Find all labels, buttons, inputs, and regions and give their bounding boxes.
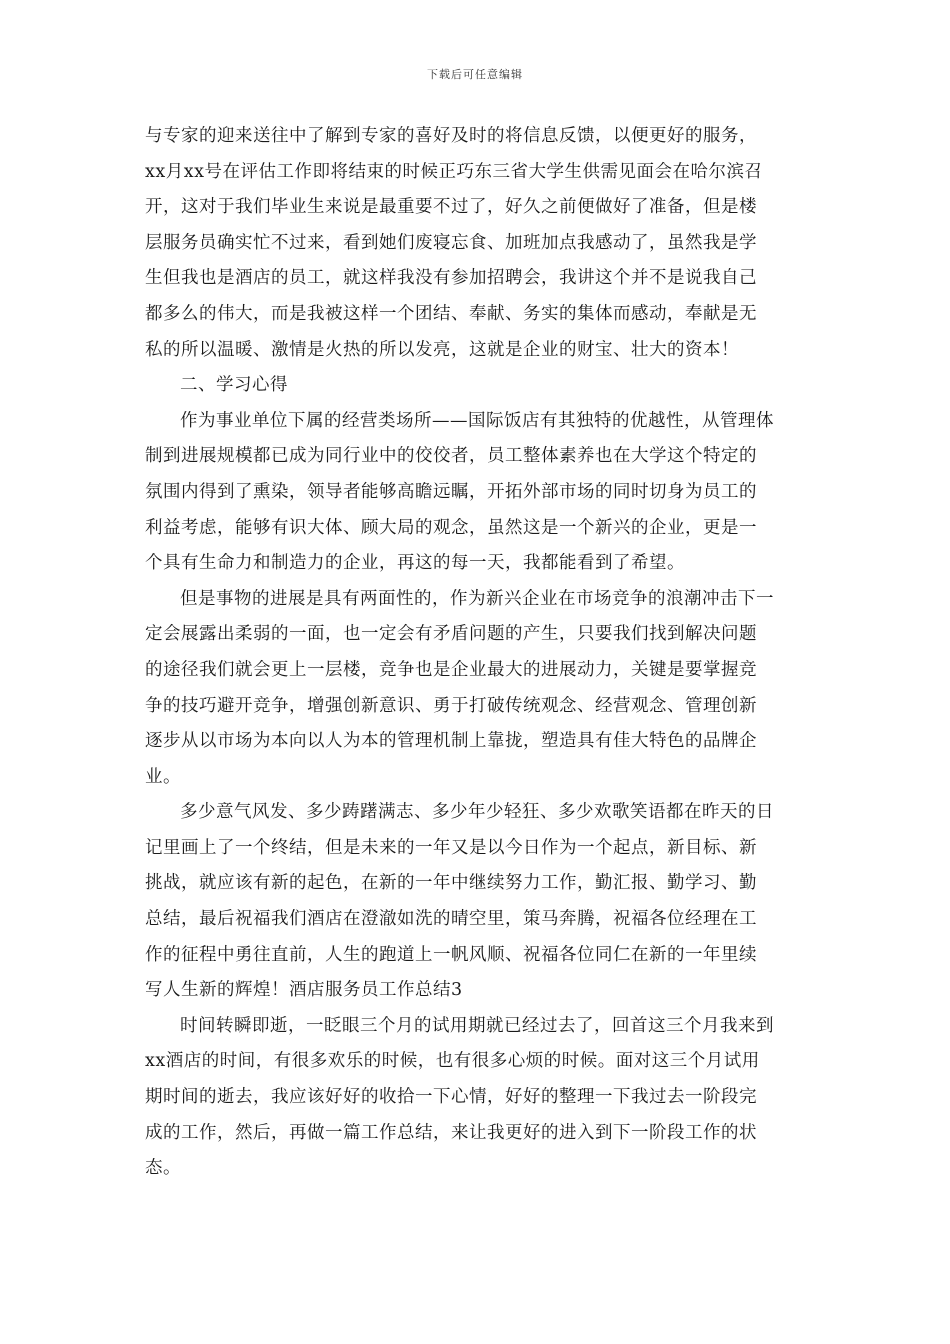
text-line: 利益考虑，能够有识大体、顾大局的观念，虽然这是一个新兴的企业，更是一 (145, 517, 757, 538)
paragraph (145, 404, 807, 582)
text-line: 开，这对于我们毕业生来说是最重要不过了，好久之前便做好了准备，但是楼 (145, 197, 757, 218)
text-line: 生但我也是酒店的员工，就这样我没有参加招聘会，我讲这个并不是说我自己 (145, 268, 757, 289)
text-line: 挑战，就应该有新的起色，在新的一年中继续努力工作，勤汇报、勤学习、勤 (145, 873, 757, 894)
text-line: 都多么的伟大，而是我被这样一个团结、奉献、务实的集体而感动，奉献是无 (145, 303, 757, 324)
text-line: xx月xx号在评估工作即将结束的时候正巧东三省大学生供需见面会在哈尔滨召 (145, 161, 763, 182)
text-line: 作为事业单位下属的经营类场所——国际饭店有其独特的优越性，从管理体 (180, 410, 774, 431)
text-line: 记里画上了一个终结，但是未来的一年又是以今日作为一个起点，新目标、新 (145, 837, 757, 858)
text-line: 多少意气风发、多少踌躇满志、多少年少轻狂、多少欢歌笑语都在昨天的日 (180, 802, 774, 823)
text-line: 私的所以温暖、激情是火热的所以发亮，这就是企业的财宝、壮大的资本！ (145, 339, 739, 360)
text-line: 期时间的逝去，我应该好好的收拾一下心情，好好的整理一下我过去一阶段完 (145, 1087, 757, 1108)
text-line: 态。 (145, 1158, 181, 1179)
document-body (145, 119, 807, 1187)
text-line: 争的技巧避开竞争，增强创新意识、勇于打破传统观念、经营观念、管理创新 (145, 695, 757, 716)
paragraph (145, 582, 807, 796)
text-line: 总结，最后祝福我们酒店在澄澈如洗的晴空里，策马奔腾，祝福各位经理在工 (145, 909, 757, 930)
text-line: 个具有生命力和制造力的企业，再这的每一天，我都能看到了希望。 (145, 553, 685, 574)
text-line: 制到进展规模都已成为同行业中的佼佼者，员工整体素养也在大学这个特定的 (145, 446, 757, 467)
text-line: 与专家的迎来送往中了解到专家的喜好及时的将信息反馈，以便更好的服务， (145, 126, 757, 146)
text-line: 逐步从以市场为本向以人为本的管理机制上靠拢，塑造具有佳大特色的品牌企 (145, 731, 757, 752)
text-line: 层服务员确实忙不过来，看到她们废寝忘食、加班加点我感动了，虽然我是学 (145, 232, 757, 253)
paragraph (145, 1009, 807, 1187)
paragraph (145, 795, 807, 1009)
text-line: 时间转瞬即逝，一眨眼三个月的试用期就已经过去了，回首这三个月我来到 (180, 1015, 774, 1036)
paragraph (145, 119, 807, 368)
heading-text: 二、学习心得 (180, 375, 288, 396)
text-line: 但是事物的进展是具有两面性的，作为新兴企业在市场竞争的浪潮冲击下一 (180, 588, 774, 609)
text-line: 定会展露出柔弱的一面，也一定会有矛盾问题的产生，只要我们找到解决问题 (145, 624, 757, 645)
text-line: 业。 (145, 766, 181, 787)
text-line: 的途径我们就会更上一层楼，竞争也是企业最大的进展动力，关键是要掌握竞 (145, 659, 757, 680)
text-line: 成的工作，然后，再做一篇工作总结，来让我更好的进入到下一阶段工作的状 (145, 1122, 757, 1143)
text-line: 作的征程中勇往直前，人生的跑道上一帆风顺、祝福各位同仁在新的一年里续 (145, 944, 757, 965)
page-header-note: 下载后可任意编辑 (427, 68, 523, 81)
text-line: 写人生新的辉煌！酒店服务员工作总结3 (145, 980, 463, 1001)
text-line: 氛围内得到了熏染，领导者能够高瞻远瞩，开拓外部市场的同时切身为员工的 (145, 481, 757, 502)
text-line: xx酒店的时间，有很多欢乐的时候，也有很多心烦的时候。面对这三个月试用 (145, 1051, 760, 1072)
section-heading (145, 368, 807, 404)
